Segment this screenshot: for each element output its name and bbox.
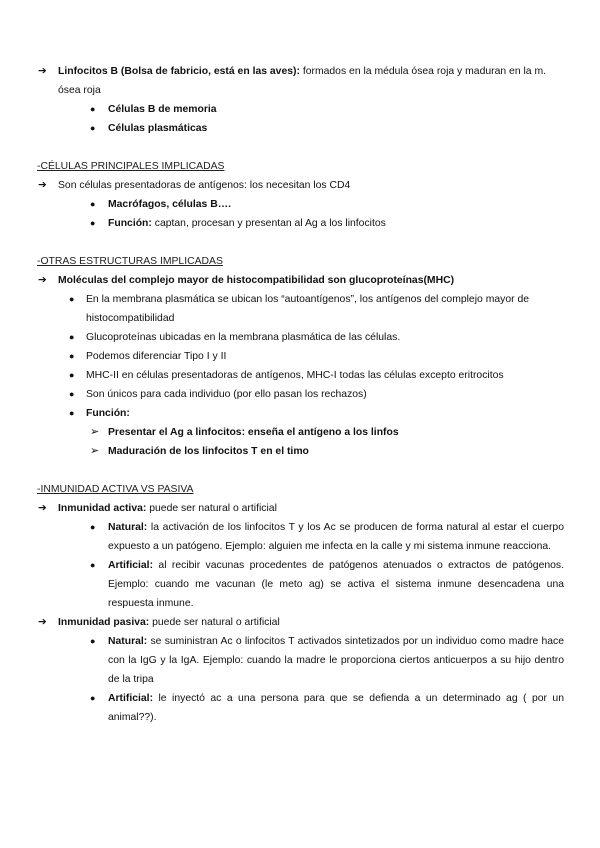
list-item [0, 119, 600, 138]
dot-bullet-icon: ● [90, 123, 96, 133]
dot-bullet-icon: ● [69, 370, 75, 380]
arrow-item [0, 271, 600, 290]
arrow-item [0, 176, 600, 195]
list-item-text: En la membrana plasmática se ubican los “autoantígenos”, los antígenos del complejo mayor de histocompatibilidad [86, 294, 530, 324]
arrowhead-bullet-icon: ➢ [90, 445, 100, 457]
list-item-text: Células plasmáticas [108, 123, 208, 134]
list-item-text: captan, procesan y presentan al Ag a los linfocitos [151, 218, 386, 229]
sub-list-item-text: Presentar el Ag a linfocitos: enseña el antígeno a los linfos [108, 427, 399, 438]
list-item-text: le inyectó ac a una persona para que se defienda a un determinado ag ( por un animal??). [108, 693, 564, 723]
dot-bullet-icon: ● [90, 636, 96, 646]
arrow-item-text: puede ser natural o artificial [146, 503, 277, 514]
list-item-funcion [0, 404, 600, 423]
list-item [0, 518, 600, 556]
dot-bullet-icon: ● [69, 389, 75, 399]
list-item-bold: Función: [108, 218, 152, 229]
list-item-bold: Artificial: [108, 693, 154, 704]
list-item [0, 385, 600, 404]
list-item-bold: Natural: [108, 636, 148, 647]
sub-list-item [0, 423, 600, 442]
arrow-item-bold: Inmunidad pasiva: [58, 617, 150, 628]
list-item-text: se suministran Ac o linfocitos T activados sintetizados por un individuo como madre hace con la IgG y la IgA. Ejemplo: cuando la madre le proporciona ciertos anticuerpos a su hijo dentro de la tripa [108, 636, 564, 685]
list-item [0, 290, 600, 328]
section-heading-text: -OTRAS ESTRUCTURAS IMPLICADAS [37, 256, 223, 267]
sub-list-item-text: Maduración de los linfocitos T en el timo [108, 446, 309, 457]
arrowhead-bullet-icon: ➢ [90, 426, 100, 438]
dot-bullet-icon: ● [69, 294, 75, 304]
list-item [0, 100, 600, 119]
dot-bullet-icon: ● [69, 351, 75, 361]
list-item [0, 689, 600, 727]
section-heading-text: -CÉLULAS PRINCIPALES IMPLICADAS [37, 161, 225, 172]
list-item-bold: Macrófagos, células B…. [108, 199, 231, 210]
sub-list-item [0, 442, 600, 461]
list-item-bold: Natural: [108, 522, 148, 533]
section-heading [0, 252, 600, 271]
arrow-item [0, 613, 600, 632]
dot-bullet-icon: ● [69, 408, 75, 418]
list-item [0, 632, 600, 689]
dot-bullet-icon: ● [90, 560, 96, 570]
arrow-item-text: puede ser natural o artificial [149, 617, 280, 628]
dot-bullet-icon: ● [90, 199, 96, 209]
list-item-text: al recibir vacunas procedentes de patógenos atenuados o extractos de patógenos. Ejemplo: cuando me vacunan (le meto ag) se activa el sistema inmune desencadena una respuesta inmune. [108, 560, 564, 609]
arrow-bullet-icon: ➔ [38, 180, 47, 191]
intro-text: formados en la médula ósea roja y maduran en la m. ósea roja [58, 66, 546, 96]
list-item [0, 328, 600, 347]
arrow-bullet-icon: ➔ [38, 275, 47, 286]
arrow-bullet-icon: ➔ [38, 503, 47, 514]
intro-item [0, 62, 600, 100]
arrow-bullet-icon: ➔ [38, 66, 47, 77]
funcion-label: Función: [86, 408, 130, 419]
section-heading [0, 480, 600, 499]
dot-bullet-icon: ● [90, 218, 96, 228]
list-item-text: Células B de memoria [108, 104, 217, 115]
arrow-item-bold: Inmunidad activa: [58, 503, 147, 514]
arrow-item-text: Moléculas del complejo mayor de histocompatibilidad son glucoproteínas(MHC) [58, 275, 455, 286]
intro-bold-text: Linfocitos B (Bolsa de fabricio, está en las aves): [58, 66, 300, 77]
list-item [0, 195, 600, 214]
list-item [0, 214, 600, 233]
dot-bullet-icon: ● [90, 693, 96, 703]
dot-bullet-icon: ● [90, 522, 96, 532]
list-item-text: MHC-II en células presentadoras de antígenos, MHC-I todas las células excepto eritrocitos [86, 370, 504, 381]
arrow-bullet-icon: ➔ [38, 617, 47, 628]
dot-bullet-icon: ● [69, 332, 75, 342]
arrow-item [0, 499, 600, 518]
document-page [0, 62, 600, 727]
section-heading-text: -INMUNIDAD ACTIVA VS PASIVA [37, 484, 194, 495]
section-heading [0, 157, 600, 176]
list-item [0, 347, 600, 366]
list-item-text: Son únicos para cada individuo (por ello pasan los rechazos) [86, 389, 367, 400]
dot-bullet-icon: ● [90, 104, 96, 114]
list-item-text: la activación de los linfocitos T y los Ac se producen de forma natural al estar el cuerpo expuesto a un patógeno. Ejemplo: alguien me infecta en la calle y mi sistema inmune reacciona. [108, 522, 564, 552]
list-item [0, 366, 600, 385]
list-item [0, 556, 600, 613]
list-item-text: Podemos diferenciar Tipo I y II [86, 351, 227, 362]
arrow-item-text: Son células presentadoras de antígenos: los necesitan los CD4 [58, 180, 351, 191]
list-item-text: Glucoproteínas ubicadas en la membrana plasmática de las células. [86, 332, 401, 343]
list-item-bold: Artificial: [108, 560, 154, 571]
